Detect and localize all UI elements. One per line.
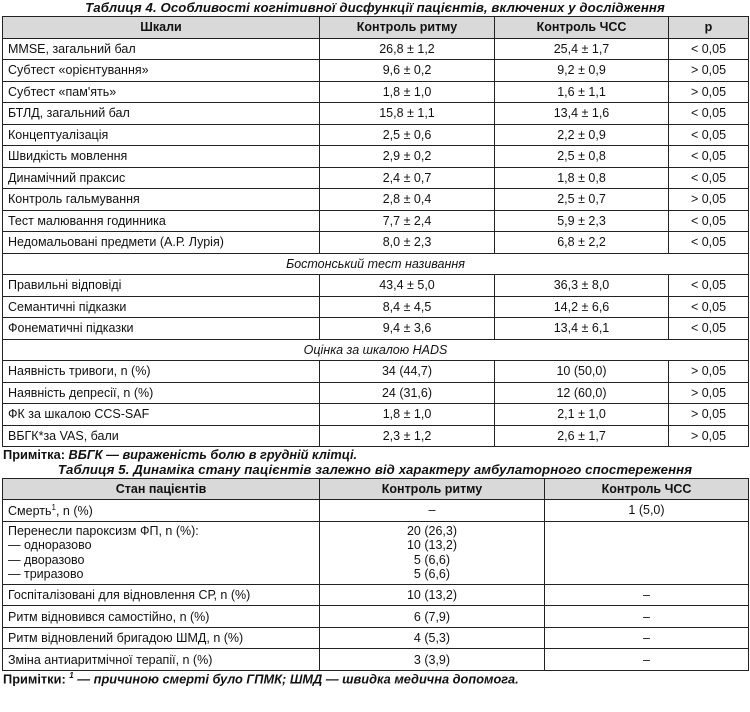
row-label: Субтест «пам'ять»: [3, 81, 320, 103]
cell-p-value: > 0,05: [669, 81, 749, 103]
table-row: [3, 38, 749, 60]
table4-section-row: [3, 339, 749, 361]
cell-hr-control: 9,2 ± 0,9: [495, 60, 669, 82]
paroxysm-line: — дворазово: [8, 552, 85, 567]
row-label: Зміна антиаритмічної терапії, n (%): [3, 649, 320, 671]
table4-note-text: ВБГК — вираженість болю в грудній клітці.: [64, 447, 358, 462]
cell-p-value: > 0,05: [669, 404, 749, 426]
table4: [2, 16, 749, 447]
death-label-post: , n (%): [55, 503, 93, 518]
cell-hr-control: [545, 521, 749, 584]
cell-hr-control: 5,9 ± 2,3: [495, 210, 669, 232]
cell-hr-control: 2,6 ± 1,7: [495, 425, 669, 447]
table5-note: [3, 671, 750, 686]
cell-p-value: < 0,05: [669, 318, 749, 340]
cell-rhythm-control: 15,8 ± 1,1: [320, 103, 495, 125]
cell-hr-control: –: [545, 606, 749, 628]
row-label: Наявність депресії, n (%): [3, 382, 320, 404]
table-row: [3, 146, 749, 168]
table4-section-row: [3, 253, 749, 275]
row-label: Ритм відновився самостійно, n (%): [3, 606, 320, 628]
table-row: [3, 649, 749, 671]
row-label: Правильні відповіді: [3, 275, 320, 297]
cell-hr-control: 2,1 ± 1,0: [495, 404, 669, 426]
table5-caption: Таблиця 5. Динаміка стану пацієнтів залежно від характеру амбулаторного спостереження: [57, 462, 693, 477]
col-header-scales: Шкали: [3, 17, 320, 39]
row-label: Тест малювання годинника: [3, 210, 320, 232]
cell-hr-control: 14,2 ± 6,6: [495, 296, 669, 318]
row-label: Ритм відновлений бригадою ШМД, n (%): [3, 627, 320, 649]
cell-rhythm-control: 2,9 ± 0,2: [320, 146, 495, 168]
paroxysm-value: 20 (26,3): [406, 523, 458, 538]
row-label: Динамічний праксис: [3, 167, 320, 189]
table-row: [3, 584, 749, 606]
cell-p-value: < 0,05: [669, 38, 749, 60]
table4-caption: Таблиця 4. Особливості когнітивної дисфункції пацієнтів, включених у дослідження: [85, 0, 665, 15]
cell-p-value: < 0,05: [669, 146, 749, 168]
table5-header-row: [3, 479, 749, 500]
table-row: [3, 124, 749, 146]
cell-rhythm-control: 4 (5,3): [320, 627, 545, 649]
row-label: Фонематичні підказки: [3, 318, 320, 340]
table-row: [3, 627, 749, 649]
cell-hr-control: 6,8 ± 2,2: [495, 232, 669, 254]
table-row: [3, 232, 749, 254]
cell-hr-control: 2,5 ± 0,8: [495, 146, 669, 168]
cell-rhythm-control: 2,3 ± 1,2: [320, 425, 495, 447]
cell-rhythm-control: 3 (3,9): [320, 649, 545, 671]
cell-rhythm-control: 1,8 ± 1,0: [320, 81, 495, 103]
table-row: [3, 606, 749, 628]
row-label: Концептуалізація: [3, 124, 320, 146]
cell-hr-control: 2,2 ± 0,9: [495, 124, 669, 146]
cell-p-value: < 0,05: [669, 296, 749, 318]
cell-p-value: < 0,05: [669, 103, 749, 125]
paroxysm-line: — триразово: [8, 567, 84, 582]
table-row: [3, 60, 749, 82]
cell-hr-control: –: [545, 584, 749, 606]
table5-note-text: — причиною смерті було ГПМК; ШМД — швидка медична допомога.: [73, 671, 519, 687]
col-header-hr-control: Контроль ЧСС: [545, 479, 749, 500]
row-label: ВБГК*за VAS, бали: [3, 425, 320, 447]
footnote-marker: 1: [51, 502, 56, 512]
table-row: [3, 382, 749, 404]
cell-rhythm-control: 7,7 ± 2,4: [320, 210, 495, 232]
cell-rhythm-control: –: [320, 500, 545, 522]
cell-rhythm-control: 2,8 ± 0,4: [320, 189, 495, 211]
cell-hr-control: –: [545, 649, 749, 671]
paroxysm-line: — одноразово: [8, 538, 92, 553]
row-label: ФК за шкалою CCS-SAF: [3, 404, 320, 426]
cell-p-value: > 0,05: [669, 361, 749, 383]
table-row: [3, 81, 749, 103]
row-label: Недомальовані предмети (А.Р. Лурія): [3, 232, 320, 254]
cell-hr-control: –: [545, 627, 749, 649]
row-label: Госпіталізовані для відновлення СР, n (%): [3, 584, 320, 606]
cell-hr-control: 10 (50,0): [495, 361, 669, 383]
cell-rhythm-control: 8,0 ± 2,3: [320, 232, 495, 254]
cell-rhythm-control: 10 (13,2): [320, 584, 545, 606]
col-header-hr-control: Контроль ЧСС: [495, 17, 669, 39]
paroxysm-value: 5 (6,6): [413, 567, 451, 582]
cell-rhythm-control: 6 (7,9): [320, 606, 545, 628]
col-header-patient-state: Стан пацієнтів: [3, 479, 320, 500]
section-boston-naming-test: Бостонський тест називання: [3, 253, 749, 275]
cell-rhythm-control: 26,8 ± 1,2: [320, 38, 495, 60]
cell-rhythm-control: 34 (44,7): [320, 361, 495, 383]
row-label: Швидкість мовлення: [3, 146, 320, 168]
paroxysm-value: 10 (13,2): [406, 538, 458, 553]
cell-p-value: < 0,05: [669, 167, 749, 189]
table5: [2, 478, 749, 671]
table4-note: [3, 447, 750, 462]
row-label: Семантичні підказки: [3, 296, 320, 318]
section-hads: Оцінка за шкалою HADS: [3, 339, 749, 361]
death-label-pre: Смерть: [8, 503, 52, 518]
table-row: [3, 318, 749, 340]
table-row: [3, 275, 749, 297]
table-row: [3, 521, 749, 584]
cell-p-value: > 0,05: [669, 60, 749, 82]
table-row: [3, 296, 749, 318]
cell-hr-control: 2,5 ± 0,7: [495, 189, 669, 211]
table4-header-row: [3, 17, 749, 39]
cell-rhythm-control-multiline: [320, 521, 545, 584]
cell-p-value: < 0,05: [669, 232, 749, 254]
cell-p-value: > 0,05: [669, 382, 749, 404]
table5-rows: [3, 584, 749, 670]
cell-hr-control: 1,6 ± 1,1: [495, 81, 669, 103]
cell-hr-control: 36,3 ± 8,0: [495, 275, 669, 297]
footnote-marker: 1: [69, 670, 74, 680]
cell-rhythm-control: 9,6 ± 0,2: [320, 60, 495, 82]
table4-group-hads: [3, 361, 749, 447]
table-row: [3, 210, 749, 232]
table-row: [3, 189, 749, 211]
cell-rhythm-control: 2,5 ± 0,6: [320, 124, 495, 146]
cell-rhythm-control: 8,4 ± 4,5: [320, 296, 495, 318]
cell-rhythm-control: 43,4 ± 5,0: [320, 275, 495, 297]
table-row: [3, 425, 749, 447]
paroxysm-line: Перенесли пароксизм ФП, n (%):: [8, 523, 199, 538]
table-row: [3, 500, 749, 522]
col-header-rhythm-control: Контроль ритму: [320, 17, 495, 39]
table-row: [3, 103, 749, 125]
cell-p-value: < 0,05: [669, 210, 749, 232]
cell-rhythm-control: 2,4 ± 0,7: [320, 167, 495, 189]
cell-rhythm-control: 9,4 ± 3,6: [320, 318, 495, 340]
row-label: Контроль гальмування: [3, 189, 320, 211]
col-header-rhythm-control: Контроль ритму: [320, 479, 545, 500]
table4-note-label: Примітка:: [3, 447, 65, 462]
cell-hr-control: 1 (5,0): [545, 500, 749, 522]
cell-rhythm-control: 24 (31,6): [320, 382, 495, 404]
cell-p-value: > 0,05: [669, 189, 749, 211]
table-row: [3, 361, 749, 383]
cell-p-value: < 0,05: [669, 275, 749, 297]
cell-hr-control: 13,4 ± 6,1: [495, 318, 669, 340]
table4-group-cognitive: [3, 38, 749, 253]
cell-p-value: < 0,05: [669, 124, 749, 146]
row-label: MMSE, загальний бал: [3, 38, 320, 60]
cell-rhythm-control: 1,8 ± 1,0: [320, 404, 495, 426]
row-label-multiline: [3, 521, 320, 584]
cell-p-value: > 0,05: [669, 425, 749, 447]
cell-hr-control: 13,4 ± 1,6: [495, 103, 669, 125]
cell-hr-control: 1,8 ± 0,8: [495, 167, 669, 189]
table5-note-label: Примітки:: [3, 671, 66, 687]
table-row: [3, 167, 749, 189]
paroxysm-value: 5 (6,6): [413, 552, 451, 567]
table4-group-boston: [3, 275, 749, 340]
row-label: Наявність тривоги, n (%): [3, 361, 320, 383]
col-header-p: p: [669, 17, 749, 39]
row-label: Субтест «орієнтування»: [3, 60, 320, 82]
table-row: [3, 404, 749, 426]
cell-hr-control: 25,4 ± 1,7: [495, 38, 669, 60]
cell-hr-control: 12 (60,0): [495, 382, 669, 404]
row-label: БТЛД, загальний бал: [3, 103, 320, 125]
row-label: [3, 500, 320, 522]
